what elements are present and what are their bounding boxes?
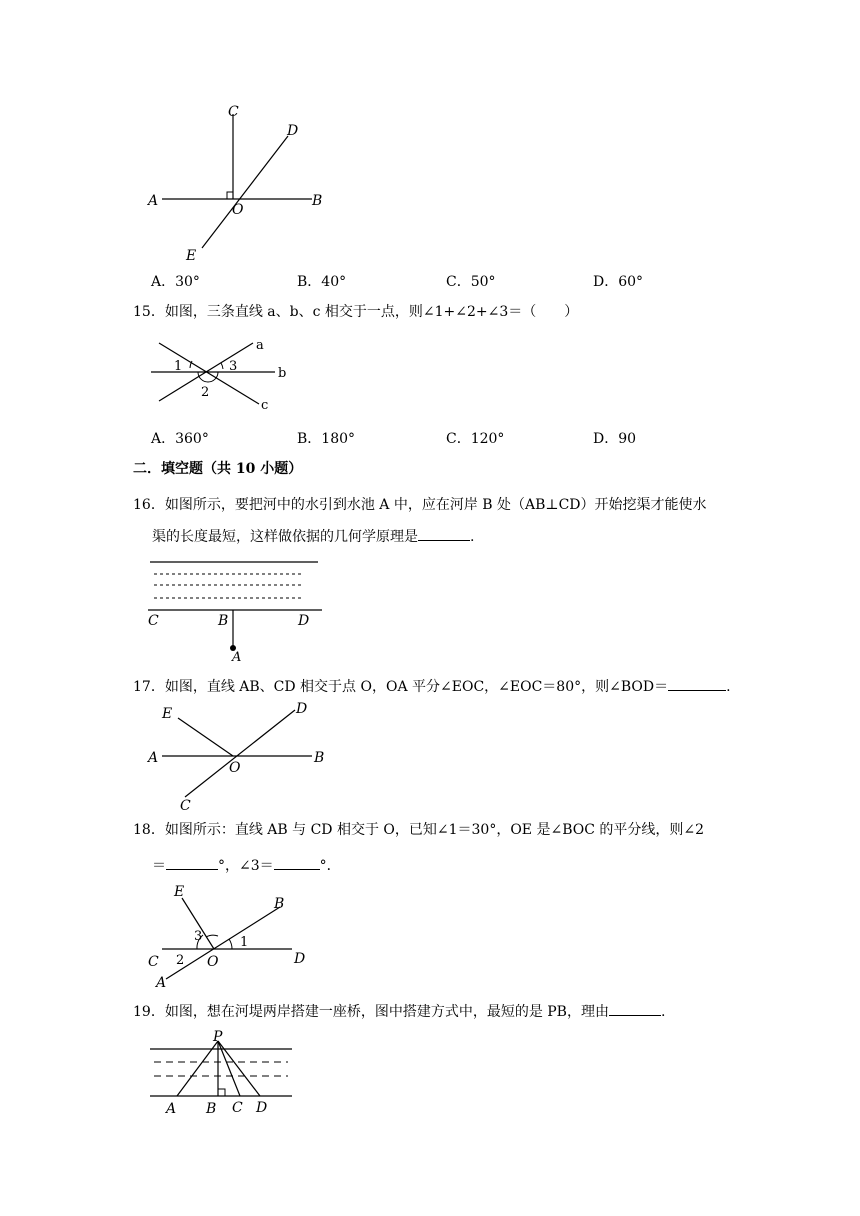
q14-option-a: A．30° — [151, 274, 200, 290]
q18-label-1: 1 — [240, 935, 249, 950]
q15-label-3: 3 — [229, 359, 238, 374]
q15-option-a: A．360° — [151, 431, 209, 447]
q14-label-a: A — [148, 193, 159, 209]
q18-label-2: 2 — [176, 953, 185, 968]
q14-option-b: B．40° — [297, 274, 347, 290]
q14-label-c: C — [228, 104, 239, 120]
q18-line2 — [152, 855, 341, 877]
q17-stem — [133, 676, 731, 698]
q14-label-e: E — [186, 248, 197, 264]
q19-stem-end: . — [660, 1004, 666, 1020]
q16-label-c: C — [148, 613, 159, 629]
q14-label-o: O — [232, 202, 244, 218]
q15-option-c: C．120° — [446, 431, 505, 447]
q19-label-a: A — [166, 1101, 177, 1117]
q16-line1: 16．如图所示，要把河中的水引到水池 A 中，应在河岸 B 处（AB⊥CD）开始挖渠才能使水 — [133, 497, 707, 513]
q19-stem — [133, 1001, 665, 1023]
q14-label-d: D — [287, 123, 299, 139]
q18-label-a: A — [156, 975, 167, 990]
q16-label-d: D — [298, 613, 310, 629]
q17-label-e: E — [162, 706, 173, 722]
q18-label-c: C — [148, 954, 159, 970]
q17-stem-text: 17．如图，直线 AB、CD 相交于点 O，OA 平分∠EOC，∠EOC＝80°，则∠BOD＝ — [133, 679, 669, 695]
q15-label-2: 2 — [201, 385, 210, 400]
q17-label-a: A — [148, 750, 159, 766]
q19-label-b: B — [206, 1101, 217, 1117]
q14-option-c: C．50° — [446, 274, 496, 290]
q18-answer-blank-1[interactable] — [166, 855, 218, 870]
q15-option-b: B．180° — [297, 431, 356, 447]
q19-label-d: D — [256, 1100, 268, 1116]
q18-figure — [140, 880, 340, 990]
q15-figure — [145, 333, 295, 413]
q17-label-b: B — [314, 750, 325, 766]
q18-label-e: E — [174, 884, 185, 900]
q17-figure — [140, 700, 340, 815]
q16-answer-blank[interactable] — [418, 526, 470, 541]
q14-label-b: B — [312, 193, 323, 209]
q17-label-o: O — [229, 760, 241, 776]
q14-figure — [140, 100, 340, 270]
q18-label-3: 3 — [194, 929, 203, 944]
q16-label-a: A — [232, 650, 242, 665]
q18-line1: 18．如图所示：直线 AB 与 CD 相交于 O，已知∠1＝30°，OE 是∠BOC 的平分线，则∠2 — [133, 822, 705, 838]
q15-label-a: a — [256, 338, 264, 353]
q16-figure — [140, 555, 330, 665]
q19-label-p: P — [213, 1029, 223, 1045]
q17-stem-end: . — [726, 679, 731, 695]
q15-label-1: 1 — [174, 359, 183, 374]
q17-label-c: C — [180, 798, 191, 814]
q16-line2 — [152, 526, 474, 548]
q15-option-d: D．90 — [593, 431, 637, 447]
q15-label-c: c — [261, 398, 269, 413]
q16-line2-text: 渠的长度最短，这样做依据的几何学原理是 — [152, 529, 418, 545]
q18-end: °． — [319, 858, 341, 874]
q18-label-o: O — [207, 954, 219, 970]
q18-answer-blank-2[interactable] — [274, 855, 320, 870]
section2-title: 二．填空题（共 10 小题） — [133, 461, 303, 477]
q19-stem-text: 19．如图，想在河堤两岸搭建一座桥，图中搭建方式中，最短的是 PB，理由 — [133, 1004, 609, 1020]
q19-label-c: C — [232, 1100, 243, 1116]
q18-label-b: B — [274, 896, 285, 912]
q18-label-d: D — [294, 951, 306, 967]
q14-option-d: D．60° — [593, 274, 644, 290]
q16-label-b: B — [218, 613, 229, 629]
q19-answer-blank[interactable] — [609, 1001, 661, 1016]
q17-answer-blank[interactable] — [668, 676, 726, 691]
q15-label-b: b — [278, 366, 287, 381]
q18-eq: ＝ — [152, 858, 166, 874]
q16-line2-end: . — [470, 529, 475, 545]
q15-stem: 15．如图，三条直线 a、b、c 相交于一点，则∠1+∠2+∠3＝（ ） — [133, 304, 579, 320]
q18-mid: °，∠3＝ — [218, 858, 274, 874]
q19-figure — [140, 1028, 310, 1120]
q17-label-d: D — [296, 701, 308, 717]
